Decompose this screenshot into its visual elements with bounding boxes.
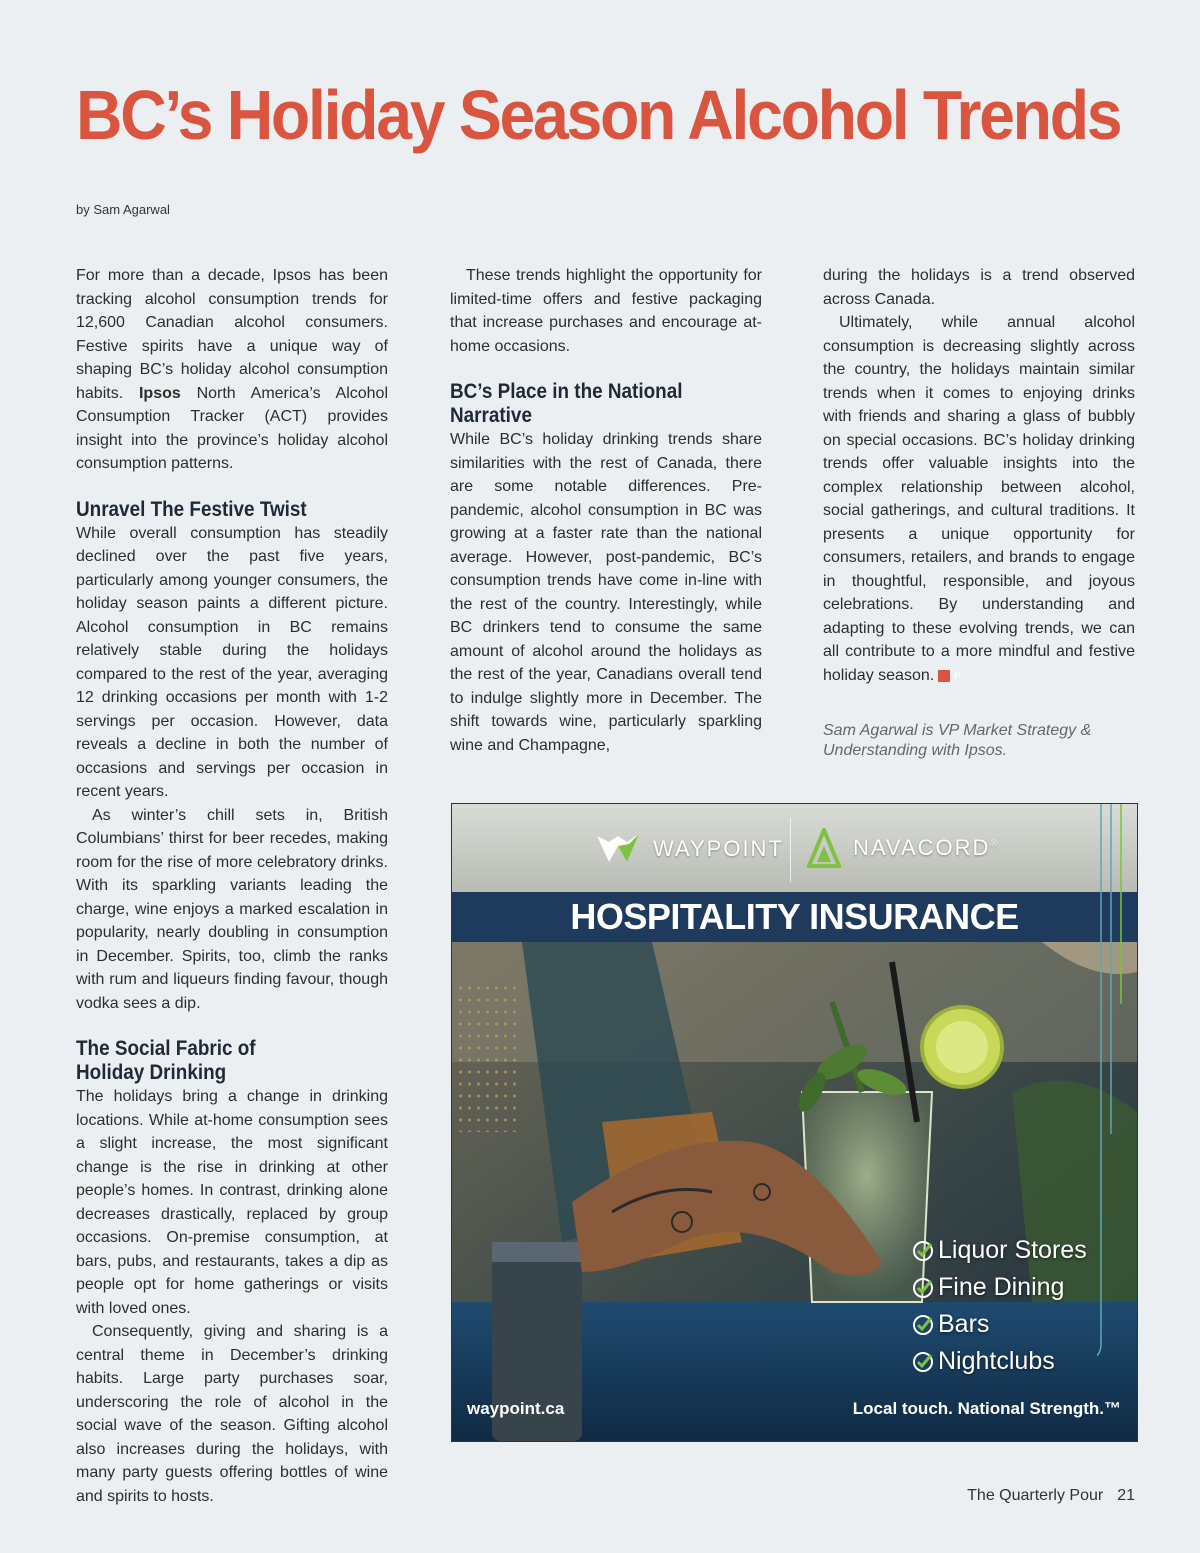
dot-pattern bbox=[456, 982, 522, 1132]
paragraph-rest: North America’s Alcohol Consumption Tracker (ACT) provides insight into the province’s holiday alcohol consumption patterns. bbox=[76, 384, 388, 472]
paragraph: The holidays bring a change in drinking locations. While at-home consumption sees a slight increase, the most significant change is the rise in drinking at other people’s homes. In contrast, drinking alone decreases drastically, replaced by group occasions. On-premise consumption, at bars, pubs, and restaurants, takes a dip as people opt for home gatherings or visits with loved ones. bbox=[76, 1088, 388, 1317]
decorative-lines bbox=[1097, 804, 1127, 1364]
section-heading: Unravel The Festive Twist bbox=[76, 497, 307, 521]
check-circle-icon bbox=[912, 1277, 934, 1299]
ad-header bbox=[452, 804, 1137, 892]
publication-name: The Quarterly Pour bbox=[967, 1487, 1104, 1504]
logo-divider bbox=[790, 818, 791, 882]
section-heading: BC’s Place in the National Narrative bbox=[450, 380, 683, 427]
paragraph-lead: For more than a decade, Ipsos has been tracking alcohol consumption trends for 12,600 Canadian alcohol consumers. Festive spirits have a unique way of shaping BC’s holiday alcohol consumption habits. bbox=[76, 267, 388, 402]
paragraph bbox=[823, 311, 1135, 687]
waypoint-advertisement[interactable] bbox=[451, 803, 1138, 1442]
navacord-wordmark bbox=[853, 835, 1000, 861]
registered-mark: ® bbox=[990, 838, 1000, 850]
article-column-2 bbox=[450, 264, 762, 757]
navacord-a-icon bbox=[807, 828, 841, 868]
list-item-label: Liquor Stores bbox=[938, 1236, 1087, 1264]
list-item bbox=[912, 1232, 1087, 1269]
article-title: BC’s Holiday Season Alcohol Trends bbox=[76, 76, 1121, 154]
byline: by Sam Agarwal bbox=[76, 202, 170, 217]
section-heading: The Social Fabric of Holiday Drinking bbox=[76, 1037, 256, 1084]
check-circle-icon bbox=[912, 1351, 934, 1373]
coverage-list bbox=[912, 1232, 1087, 1380]
list-item-label: Fine Dining bbox=[938, 1273, 1065, 1301]
check-circle-icon bbox=[912, 1314, 934, 1336]
ad-url-link[interactable]: waypoint.ca bbox=[467, 1399, 565, 1418]
list-item bbox=[912, 1269, 1087, 1306]
paragraph: during the holidays is a trend observed across Canada. bbox=[823, 267, 1135, 308]
navacord-logo bbox=[807, 828, 1000, 868]
paragraph-text: Ultimately, while annual alcohol consumption is decreasing slightly across the country, the holidays maintain similar trends when it comes to enjoying drinks with friends and sharing a glass of bubbly on special occasions. BC’s holiday drinking trends offer valuable insights into the complex relationship between alcohol, social gatherings, and cultural traditions. It presents a unique opportunity for consumers, retailers, and brands to engage in thoughtful, responsible, and joyous celebrations. By understanding and adapting to these evolving trends, we can all contribute to a more mindful and festive holiday season. bbox=[823, 314, 1135, 684]
paragraph: As winter’s chill sets in, British Columbians’ thirst for beer recedes, making room for the rise of more celebratory drinks. With its sparkling variants leading the charge, wine enjoys a marked escalation in popularity, nearly doubling in consumption in December. Spirits, too, climb the ranks with rum and liqueurs finding favour, though vodka sees a dip. bbox=[76, 806, 388, 1012]
waypoint-wordmark: WAYPOINT bbox=[653, 836, 784, 861]
paragraph: While BC’s holiday drinking trends share similarities with the rest of Canada, there are some notable differences. Pre-pandemic, alcohol consumption in BC was growing at a faster rate than the national average. However, post-pandemic, BC’s consumption trends have come in-line with the rest of the country. Interestingly, while BC drinkers tend to consume the same amount of alcohol around the holidays as the rest of the year, Canadians overall tend to indulge slightly more in December. The shift towards wine, particularly sparkling wine and Champagne, bbox=[450, 431, 762, 754]
list-item bbox=[912, 1306, 1087, 1343]
ad-tagline: Local touch. National Strength.™ bbox=[852, 1399, 1121, 1418]
check-circle-icon bbox=[912, 1240, 934, 1262]
article-column-1 bbox=[76, 264, 388, 1508]
page-number: 21 bbox=[1117, 1487, 1135, 1504]
ipsos-bold: Ipsos bbox=[138, 384, 181, 402]
list-item-label: Nightclubs bbox=[938, 1347, 1055, 1375]
end-mark-icon: P bbox=[938, 670, 950, 682]
article-column-3 bbox=[823, 264, 1135, 761]
paragraph bbox=[76, 264, 388, 476]
list-item bbox=[912, 1343, 1087, 1380]
ad-banner: HOSPITALITY INSURANCE bbox=[452, 892, 1137, 942]
paragraph: While overall consumption has steadily declined over the past five years, particularly among younger consumers, the holiday season paints a different picture. Alcohol consumption in BC remains relatively stable during the holidays compared to the rest of the year, averaging 12 drinking occasions per month with 1-2 servings per occasion. However, data reveals a decline in both the number of occasions and servings per occasion in recent years. bbox=[76, 524, 388, 800]
paragraph: These trends highlight the opportunity for limited-time offers and festive packaging that increase purchases and encourage at-home occasions. bbox=[450, 267, 762, 355]
list-item-label: Bars bbox=[938, 1310, 990, 1338]
waypoint-w-icon bbox=[597, 834, 639, 864]
navacord-name: NAVACORD bbox=[853, 835, 991, 860]
page-footer bbox=[967, 1487, 1135, 1505]
paragraph: Consequently, giving and sharing is a central theme in December’s drinking habits. Large party purchases soar, underscoring the role of alcohol in the social wave of the season. Gifting alcohol also increases during the holidays, with many party guests offering bottles of wine and spirits to hosts. bbox=[76, 1323, 388, 1505]
waypoint-logo bbox=[597, 834, 784, 864]
author-bio: Sam Agarwal is VP Market Strategy & Understanding with Ipsos. bbox=[823, 722, 1092, 759]
